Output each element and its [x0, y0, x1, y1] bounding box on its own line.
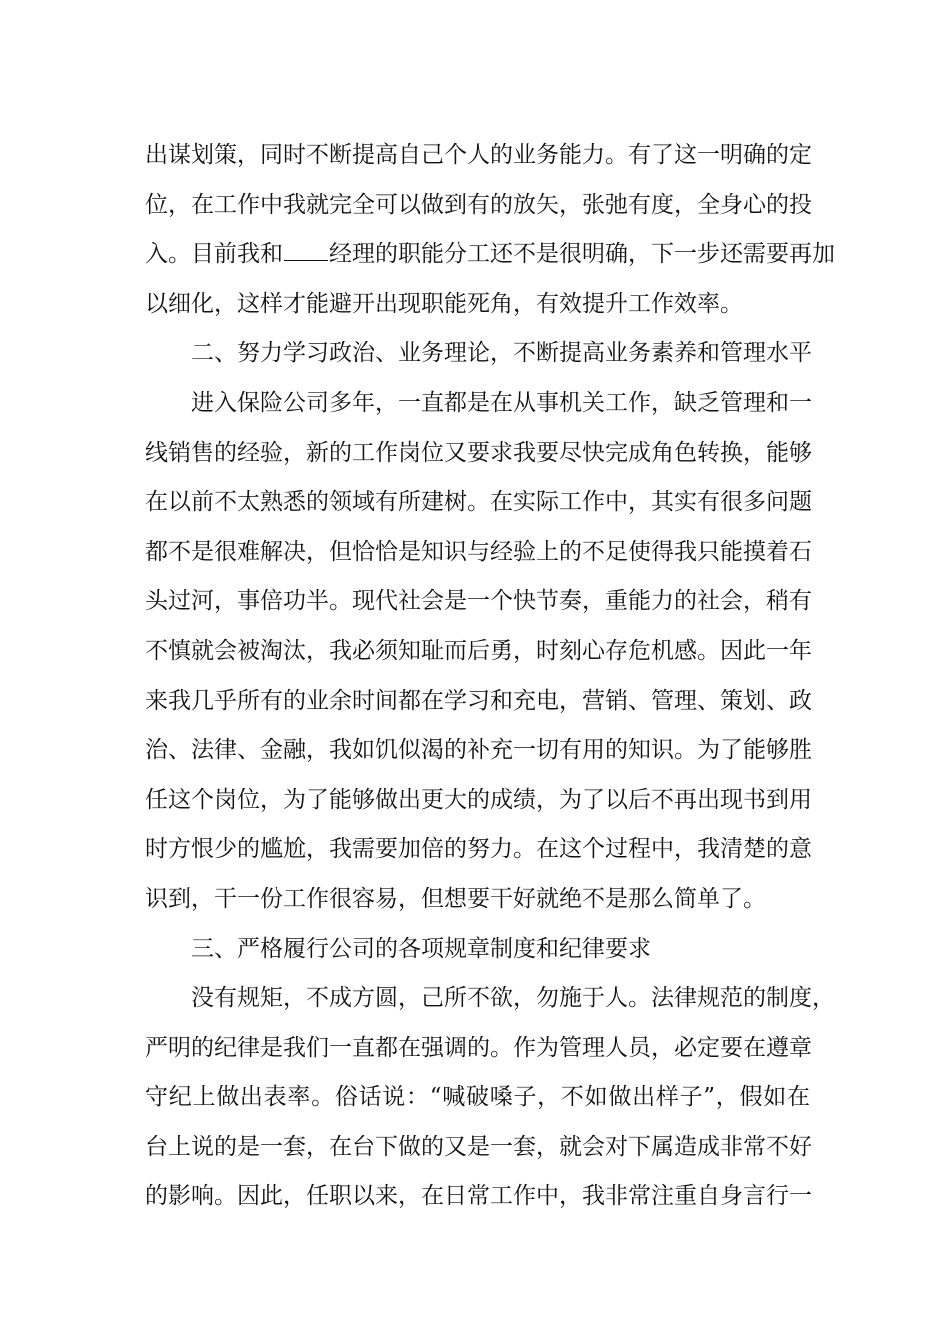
text-segment: 入。目前我和: [145, 241, 283, 268]
text-line: 台上说的是一套，在台下做的又是一套，就会对下属造成非常不好: [145, 1133, 812, 1160]
text-line: 识到，干一份工作很容易，但想要干好就绝不是那么简单了。: [145, 885, 766, 912]
text-line: 任这个岗位，为了能够做出更大的成绩，为了以后不再出现书到用: [145, 786, 812, 813]
section-heading: 二、努力学习政治、业务理论，不断提高业务素养和管理水平: [191, 340, 812, 367]
text-line: 治、法律、金融，我如饥似渴的补充一切有用的知识。为了能够胜: [145, 737, 812, 764]
text-line: 没有规矩，不成方圆，己所不欲，勿施于人。法律规范的制度，: [191, 985, 835, 1012]
text-line: 守纪上做出表率。俗话说：“喊破嗓子，不如做出样子”，假如在: [145, 1084, 810, 1111]
text-line-with-blank: [145, 230, 835, 280]
text-line: 出谋划策，同时不断提高自己个人的业务能力。有了这一明确的定: [145, 142, 812, 168]
text-line: 来我几乎所有的业余时间都在学习和充电，营销、管理、策划、政: [145, 687, 812, 714]
text-line: 头过河，事倍功半。现代社会是一个快节奏，重能力的社会，稍有: [145, 588, 812, 615]
section-heading: 三、严格履行公司的各项规章制度和纪律要求: [191, 935, 651, 962]
text-line: 都不是很难解决，但恰恰是知识与经验上的不足使得我只能摸着石: [145, 538, 812, 565]
text-line: 不慎就会被淘汰，我必须知耻而后勇，时刻心存危机感。因此一年: [145, 637, 812, 664]
fill-in-blank: [284, 240, 328, 261]
text-line: 的影响。因此，任职以来，在日常工作中，我非常注重自身言行一: [145, 1183, 812, 1210]
document-body: [145, 131, 835, 1222]
text-line: 以细化，这样才能避开出现职能死角，有效提升工作效率。: [145, 290, 743, 317]
text-line: 时方恨少的尴尬，我需要加倍的努力。在这个过程中，我清楚的意: [145, 836, 812, 863]
text-segment: 经理的职能分工还不是很明确，下一步还需要再加: [329, 241, 835, 268]
text-line: 在以前不太熟悉的领域有所建树。在实际工作中，其实有很多问题: [145, 489, 812, 516]
text-line: 严明的纪律是我们一直都在强调的。作为管理人员，必定要在遵章: [145, 1034, 812, 1061]
text-line: 位，在工作中我就完全可以做到有的放矢，张弛有度，全身心的投: [145, 191, 812, 218]
text-line: 进入保险公司多年，一直都是在从事机关工作，缺乏管理和一: [191, 389, 812, 416]
text-line: 线销售的经验，新的工作岗位又要求我要尽快完成角色转换，能够: [145, 439, 812, 466]
